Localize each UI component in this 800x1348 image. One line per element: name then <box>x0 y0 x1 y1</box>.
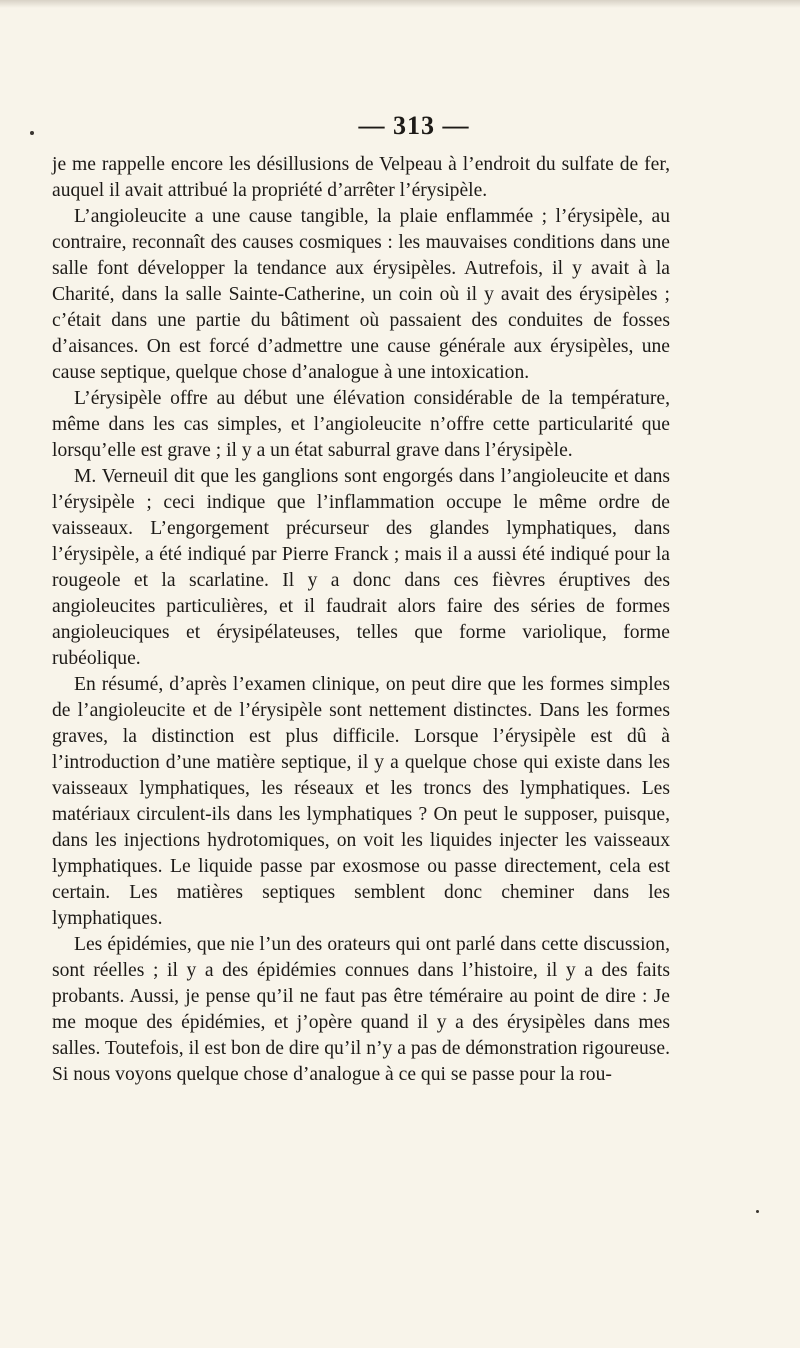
paragraph: L’angioleucite a une cause tangible, la plaie enflammée ; l’érysipèle, au contraire, reconnaît des causes cosmiques : les mauvaises conditions dans une salle font développer la tendance aux érysipèles. Autrefois, il y avait à la Charité, dans la salle Sainte-Catherine, un coin où il y avait des érysipèles ; c’était dans une partie du bâtiment où passaient des conduites de fosses d’aisances. On est forcé d’admettre une cause générale aux érysipèles, une cause septique, quelque chose d’analogue à une intoxication. <box>52 206 670 383</box>
body-text <box>52 152 670 1088</box>
page-top-edge <box>0 0 800 8</box>
paragraph: L’érysipèle offre au début une élévation considérable de la température, même dans les cas simples, et l’angioleucite n’offre cette particularité que lorsqu’elle est grave ; il y a un état saburral grave dans l’érysipèle. <box>52 388 670 461</box>
paragraph: Les épidémies, que nie l’un des orateurs qui ont parlé dans cette discussion, sont réelles ; il y a des épidémies connues dans l’histoire, il y a des faits probants. Aussi, je pense qu’il ne faut pas être téméraire au point de dire : Je me moque des épidémies, et j’opère quand il y a des érysipèles dans mes salles. Toutefois, il est bon de dire qu’il n’y a pas de démonstration rigoureuse. Si nous voyons quelque chose d’analogue à ce qui se passe pour la rou- <box>52 934 670 1085</box>
page-number: — 313 — <box>358 111 470 140</box>
ink-speck <box>756 1210 759 1213</box>
paragraph: En résumé, d’après l’examen clinique, on peut dire que les formes simples de l’angioleucite et de l’érysipèle sont nettement distinctes. Dans les formes graves, la distinction est plus difficile. Lorsque l’érysipèle est dû à l’introduction d’une matière septique, il y a quelque chose qui existe dans les vaisseaux lymphatiques, les réseaux et les troncs des lymphatiques. Les matériaux circulent-ils dans les lymphatiques ? On peut le supposer, puisque, dans les injections hydrotomiques, on voit les liquides injecter les vaisseaux lymphatiques. Le liquide passe par exosmose ou passe directement, cela est certain. Les matières septiques semblent donc cheminer dans les lymphatiques. <box>52 674 670 929</box>
paragraph: M. Verneuil dit que les ganglions sont engorgés dans l’angioleucite et dans l’érysipèle ; ceci indique que l’inflammation occupe le même ordre de vaisseaux. L’engorgement précurseur des glandes lymphatiques, dans l’érysipèle, a été indiqué par Pierre Franck ; mais il a aussi été indiqué pour la rougeole et la scarlatine. Il y a donc dans ces fièvres éruptives des angioleucites particulières, et il faudrait alors faire des séries de formes angioleuciques et érysipélateuses, telles que forme variolique, forme rubéolique. <box>52 466 670 669</box>
paragraph: je me rappelle encore les désillusions de Velpeau à l’endroit du sulfate de fer, auquel il avait attribué la propriété d’arrêter l’érysipèle. <box>52 154 670 201</box>
